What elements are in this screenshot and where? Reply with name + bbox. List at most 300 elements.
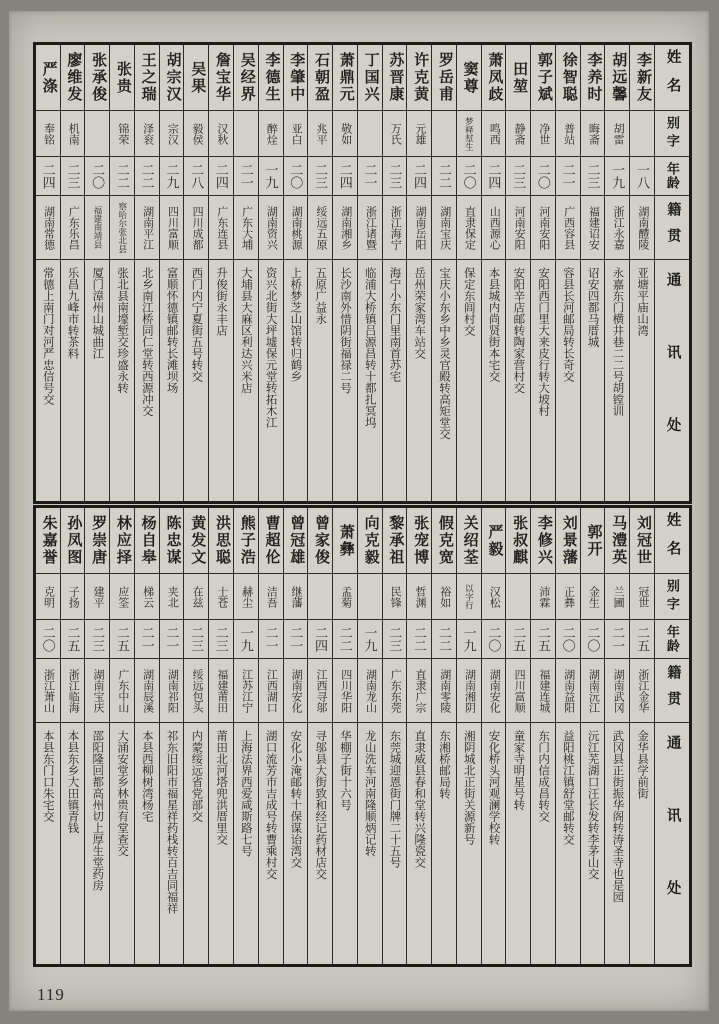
person-column — [605, 508, 630, 964]
person-courtesy-name: 子扬 — [61, 574, 85, 620]
person-native-place: 浙江金华 — [630, 659, 654, 723]
person-age: 二〇 — [531, 157, 555, 196]
person-column — [358, 45, 383, 501]
person-native-place: 广东大埔 — [234, 196, 258, 260]
person-age: 二二 — [432, 620, 456, 659]
person-native-place: 湖南资兴 — [259, 196, 283, 260]
person-age: 二〇 — [556, 620, 580, 659]
person-native-place: 湖南醴陵 — [630, 196, 654, 260]
person-column — [506, 508, 531, 964]
person-age: 二一 — [160, 620, 184, 659]
person-courtesy-name: 净世 — [531, 111, 555, 157]
person-courtesy-name — [234, 111, 258, 157]
person-contact-address: 童家寺明星号转 — [512, 730, 525, 811]
person-native-place: 广东连县 — [209, 196, 233, 260]
person-name: 吴果 — [184, 45, 208, 111]
person-native-place: 福建诏安 — [581, 196, 605, 260]
person-courtesy-name: 孟菊 — [333, 574, 357, 620]
person-age: 二二 — [432, 157, 456, 196]
person-native-place: 湖南祁阳 — [160, 659, 184, 723]
person-age: 二〇 — [284, 157, 308, 196]
person-native-place: 察哈尔张北县 — [110, 196, 134, 260]
person-native-place: 湖南沅江 — [581, 659, 605, 723]
person-age: 二五 — [630, 620, 654, 659]
person-age: 二三 — [85, 620, 109, 659]
person-contact-address: 岳州荣家湾车站交 — [413, 267, 426, 359]
person-name: 胡远馨 — [605, 45, 629, 111]
person-name: 杨自皋 — [135, 508, 159, 574]
person-courtesy-name: 梦释堼生 — [457, 111, 481, 157]
person-courtesy-name: 沛霖 — [531, 574, 555, 620]
person-age: 二四 — [333, 157, 357, 196]
person-contact-address: 五原广益永 — [314, 267, 327, 325]
person-native-place: 湖南平江 — [135, 196, 159, 260]
header-age: 年龄 — [655, 157, 689, 196]
person-contact-address: 本县城内尚贤街本宅交 — [487, 267, 500, 382]
person-contact-address: 保定东闾村交 — [462, 267, 475, 336]
person-courtesy-name — [432, 111, 456, 157]
person-column — [160, 508, 185, 964]
person-name: 窦尊 — [457, 45, 481, 111]
person-age: 一九 — [234, 620, 258, 659]
person-column — [284, 508, 309, 964]
person-name: 廖维发 — [61, 45, 85, 111]
person-contact-address: 华棚子街十六号 — [338, 730, 351, 811]
person-courtesy-name: 裕如 — [432, 574, 456, 620]
person-age: 二五 — [531, 620, 555, 659]
person-age: 二一 — [605, 620, 629, 659]
person-courtesy-name — [85, 111, 109, 157]
person-column — [36, 508, 61, 964]
person-contact-address: 武冈县正街振华阁转涛圣寺也是园 — [611, 730, 624, 903]
person-column — [531, 45, 556, 501]
person-courtesy-name: 继藩 — [284, 574, 308, 620]
person-column — [61, 45, 86, 501]
person-contact-address: 北乡南江桥同仁堂转西源冲交 — [140, 267, 153, 417]
person-name: 曾冠雄 — [284, 508, 308, 574]
person-contact-address: 湖口流芳市吉成号转曹乘村交 — [264, 730, 277, 880]
person-courtesy-name: 亚白 — [284, 111, 308, 157]
person-age: 二五 — [61, 620, 85, 659]
person-contact-address: 安阳西门里大来皮行转大坡村 — [537, 267, 550, 417]
person-native-place: 湖南宝庆 — [432, 196, 456, 260]
person-native-place: 广东东莞 — [383, 659, 407, 723]
person-courtesy-name: 毅侯 — [184, 111, 208, 157]
person-column — [482, 45, 507, 501]
person-age: 二四 — [407, 157, 431, 196]
person-native-place: 湖南龙山 — [358, 659, 382, 723]
person-age: 二三 — [506, 157, 530, 196]
person-column — [135, 508, 160, 964]
person-age: 二九 — [160, 157, 184, 196]
person-contact-address: 大埔县大麻区利达兴米店 — [239, 267, 252, 394]
person-native-place: 福建莆田 — [209, 659, 233, 723]
person-native-place: 湖南桃源 — [284, 196, 308, 260]
person-column — [407, 508, 432, 964]
person-name: 严毅 — [482, 508, 506, 574]
person-name: 朱嘉誉 — [36, 508, 60, 574]
person-name: 熊子浩 — [234, 508, 258, 574]
person-name: 李肇中 — [284, 45, 308, 111]
person-contact-address: 安化小淹邮转十保谋诒湾交 — [289, 730, 302, 868]
person-column — [308, 45, 333, 501]
person-contact-address: 东湘桥邮局转 — [438, 730, 451, 799]
person-column — [556, 45, 581, 501]
person-contact-address: 东门内信成昌转交 — [537, 730, 550, 822]
person-contact-address: 厦门漳州山城曲江 — [91, 267, 104, 359]
person-courtesy-name: 晦斋 — [581, 111, 605, 157]
person-native-place: 浙江海宁 — [383, 196, 407, 260]
person-native-place: 浙江诸暨 — [358, 196, 382, 260]
person-native-place: 四川富顺 — [160, 196, 184, 260]
person-native-place: 湖南湘乡 — [333, 196, 357, 260]
person-courtesy-name — [308, 574, 332, 620]
person-column — [333, 508, 358, 964]
person-native-place: 湖南岳阳 — [407, 196, 431, 260]
person-age: 二二 — [333, 620, 357, 659]
person-age: 二一 — [259, 620, 283, 659]
header-native-place: 籍贯 — [655, 659, 689, 723]
person-column — [556, 508, 581, 964]
person-age: 二二 — [110, 157, 134, 196]
person-age: 二三 — [184, 620, 208, 659]
person-native-place: 湖南辰溪 — [135, 659, 159, 723]
person-column — [135, 45, 160, 501]
person-column — [531, 508, 556, 964]
person-native-place: 浙江永嘉 — [605, 196, 629, 260]
person-name: 石朝盈 — [308, 45, 332, 111]
header-courtesy-name: 别字 — [655, 111, 689, 157]
person-name: 严涤 — [36, 45, 60, 111]
person-column — [110, 508, 135, 964]
person-contact-address: 临浦大桥镇吕源昌转十都扎冥坞 — [363, 267, 376, 428]
header-contact-address: 通讯处 — [664, 271, 681, 490]
person-contact-address: 西门内宁夏街五号转交 — [190, 267, 203, 382]
person-courtesy-name: 在兹 — [184, 574, 208, 620]
person-name: 张承俊 — [85, 45, 109, 111]
person-age: 二三 — [383, 620, 407, 659]
person-column — [482, 508, 507, 964]
person-column — [308, 508, 333, 964]
person-courtesy-name: 汉秋 — [209, 111, 233, 157]
person-column — [184, 508, 209, 964]
person-native-place: 福建南靖县 — [85, 196, 109, 260]
person-age: 二〇 — [482, 620, 506, 659]
person-column — [630, 45, 655, 501]
person-name: 罗崇唐 — [85, 508, 109, 574]
person-courtesy-name: 胡雷 — [605, 111, 629, 157]
person-age: 二四 — [36, 157, 60, 196]
person-name: 孙凤图 — [61, 508, 85, 574]
person-age: 二一 — [358, 157, 382, 196]
person-courtesy-name: 以字行 — [457, 574, 481, 620]
person-name: 李养时 — [581, 45, 605, 111]
person-age: 二五 — [110, 620, 134, 659]
person-age: 二八 — [184, 157, 208, 196]
person-name: 关绍荃 — [457, 508, 481, 574]
person-name: 李德生 — [259, 45, 283, 111]
header-age: 年龄 — [655, 620, 689, 659]
header-courtesy-name: 别字 — [655, 574, 689, 620]
person-native-place: 四川华阳 — [333, 659, 357, 723]
person-native-place: 江西寻邬 — [308, 659, 332, 723]
person-contact-address: 亚塘平庙山湾 — [636, 267, 649, 336]
person-column — [110, 45, 135, 501]
person-name: 马澧英 — [605, 508, 629, 574]
person-column — [85, 45, 110, 501]
person-contact-address: 常德上南门对河严忠信号交 — [41, 267, 54, 405]
person-name: 许克黄 — [407, 45, 431, 111]
person-native-place: 四川成都 — [184, 196, 208, 260]
person-name: 黄发文 — [184, 508, 208, 574]
person-column — [581, 508, 606, 964]
directory-table-top — [33, 42, 692, 504]
person-contact-address: 安阳辛店邮转陶家营村交 — [512, 267, 525, 394]
person-courtesy-name: 克明 — [36, 574, 60, 620]
person-column — [581, 45, 606, 501]
person-native-place: 广东乐昌 — [61, 196, 85, 260]
person-column — [605, 45, 630, 501]
person-native-place: 湖南益阳 — [556, 659, 580, 723]
person-courtesy-name: 赫尘 — [234, 574, 258, 620]
person-column — [407, 45, 432, 501]
person-courtesy-name: 宗汉 — [160, 111, 184, 157]
person-column — [432, 508, 457, 964]
directory-table-bottom — [33, 505, 692, 967]
person-courtesy-name: 士苍 — [209, 574, 233, 620]
person-name: 萧凤歧 — [482, 45, 506, 111]
person-age: 二一 — [234, 157, 258, 196]
person-courtesy-name: 机南 — [61, 111, 85, 157]
person-column — [234, 508, 259, 964]
person-age: 二四 — [308, 620, 332, 659]
person-native-place: 江西湖口 — [259, 659, 283, 723]
person-name: 苏晋康 — [383, 45, 407, 111]
person-name: 詹宝华 — [209, 45, 233, 111]
person-name: 李新友 — [630, 45, 654, 111]
person-name: 丁国兴 — [358, 45, 382, 111]
person-native-place: 湖南宝庆 — [85, 659, 109, 723]
person-native-place: 四川富顺 — [506, 659, 530, 723]
person-contact-address: 张北县南壕堑交珍盛永转 — [116, 267, 129, 394]
person-courtesy-name: 哲渊 — [407, 574, 431, 620]
person-contact-address: 内蒙绥远省党部交 — [190, 730, 203, 822]
person-courtesy-name: 洁吾 — [259, 574, 283, 620]
person-courtesy-name: 兆平 — [308, 111, 332, 157]
person-courtesy-name: 正彝 — [556, 574, 580, 620]
person-courtesy-name: 汉松 — [482, 574, 506, 620]
person-courtesy-name: 金生 — [581, 574, 605, 620]
person-native-place: 湖南常德 — [36, 196, 60, 260]
person-contact-address: 东莞城迎恩街门牌二十五号 — [388, 730, 401, 868]
header-native-place: 籍贯 — [655, 196, 689, 260]
person-courtesy-name: 建平 — [85, 574, 109, 620]
person-native-place: 福建连城 — [531, 659, 555, 723]
person-contact-address: 邵阳隆回都高州切上厚生堂药房 — [91, 730, 104, 891]
person-column — [209, 45, 234, 501]
person-native-place: 直隶保定 — [457, 196, 481, 260]
person-contact-address: 长沙南外惜阴街福禄二号 — [338, 267, 351, 394]
person-native-place: 湖南湘阴 — [457, 659, 481, 723]
person-contact-address: 永嘉东门横井巷二二号胡镗训 — [611, 267, 624, 417]
person-age: 二一 — [135, 620, 159, 659]
person-courtesy-name: 醉烇 — [259, 111, 283, 157]
person-contact-address: 益阳桃江镇舒堂邮转交 — [561, 730, 574, 845]
person-age: 二一 — [284, 620, 308, 659]
person-name: 刘冠世 — [630, 508, 654, 574]
person-native-place: 绥远五原 — [308, 196, 332, 260]
person-column — [259, 45, 284, 501]
person-name: 假克宽 — [432, 508, 456, 574]
person-courtesy-name: 冠世 — [630, 574, 654, 620]
person-native-place: 湖南安化 — [284, 659, 308, 723]
person-courtesy-name: 静斋 — [506, 111, 530, 157]
person-contact-address: 湘阴城北正街关源新号 — [462, 730, 475, 845]
person-native-place: 浙江临海 — [61, 659, 85, 723]
person-native-place: 河南安阳 — [531, 196, 555, 260]
person-courtesy-name — [506, 574, 530, 620]
person-native-place: 绥远包头 — [184, 659, 208, 723]
person-name: 萧彝 — [333, 508, 357, 574]
person-age: 二〇 — [581, 620, 605, 659]
person-contact-address: 沅江芜湖口汪长发转李茅山交 — [586, 730, 599, 880]
person-courtesy-name: 鸣西 — [482, 111, 506, 157]
person-name: 徐智聪 — [556, 45, 580, 111]
person-contact-address: 诏安四都马厝城 — [586, 267, 599, 348]
scanned-page — [9, 11, 709, 1011]
person-courtesy-name: 奉铭 — [36, 111, 60, 157]
person-courtesy-name: 敬如 — [333, 111, 357, 157]
person-courtesy-name — [630, 111, 654, 157]
person-name: 洪思聪 — [209, 508, 233, 574]
person-name: 刘景藩 — [556, 508, 580, 574]
person-column — [383, 508, 408, 964]
person-contact-address: 资兴北街大坪墟保元堂转拓木江 — [264, 267, 277, 428]
person-age: 二三 — [308, 157, 332, 196]
person-age: 二〇 — [457, 157, 481, 196]
person-column — [432, 45, 457, 501]
person-courtesy-name: 普站 — [556, 111, 580, 157]
person-column — [61, 508, 86, 964]
person-age: 一九 — [358, 620, 382, 659]
person-courtesy-name: 锦荣 — [110, 111, 134, 157]
person-column — [630, 508, 655, 964]
person-name: 张贵 — [110, 45, 134, 111]
person-contact-address: 寻邬县大街致和经记药材店交 — [314, 730, 327, 880]
person-contact-address: 龙山洗车河南隆顺炳记转 — [363, 730, 376, 857]
person-native-place: 江苏江宁 — [234, 659, 258, 723]
person-contact-address: 祁东旧阳市福星祥药栈转百吉同福祥 — [165, 730, 178, 914]
person-courtesy-name — [358, 111, 382, 157]
person-contact-address: 本县西柳树湾杨宅 — [140, 730, 153, 822]
person-column — [383, 45, 408, 501]
person-name: 张宠博 — [407, 508, 431, 574]
person-native-place: 山西源心 — [482, 196, 506, 260]
person-courtesy-name: 万氏 — [383, 111, 407, 157]
person-age: 一九 — [259, 157, 283, 196]
person-courtesy-name: 泽衮 — [135, 111, 159, 157]
person-age: 二一 — [556, 157, 580, 196]
person-courtesy-name: 兰圃 — [605, 574, 629, 620]
person-name: 李修兴 — [531, 508, 555, 574]
person-age: 二二 — [407, 620, 431, 659]
person-age: 一八 — [630, 157, 654, 196]
person-name: 向克毅 — [358, 508, 382, 574]
person-contact-address: 宝庆小东乡中乡灵官殿转高矩堂交 — [438, 267, 451, 440]
person-courtesy-name: 元雄 — [407, 111, 431, 157]
person-contact-address: 金华县学前街 — [636, 730, 649, 799]
person-age: 二四 — [209, 157, 233, 196]
person-column — [358, 508, 383, 964]
person-contact-address: 本县东门口朱宅交 — [41, 730, 54, 822]
person-courtesy-name: 应筌 — [110, 574, 134, 620]
person-contact-address: 莆田北河塔兜洪厝里交 — [215, 730, 228, 845]
person-contact-address: 海宁小东门里南首苏宅 — [388, 267, 401, 382]
person-age: 二五 — [506, 620, 530, 659]
page-number: 119 — [37, 985, 65, 1004]
person-age: 二〇 — [36, 620, 60, 659]
person-contact-address: 升俊街永丰店 — [215, 267, 228, 336]
person-age: 二三 — [383, 157, 407, 196]
person-native-place: 浙江萧山 — [36, 659, 60, 723]
person-name: 吴经界 — [234, 45, 258, 111]
person-age: 二三 — [581, 157, 605, 196]
person-contact-address: 乐昌九峰市转茶料 — [66, 267, 79, 359]
person-age: 二三 — [209, 620, 233, 659]
person-column — [184, 45, 209, 501]
person-native-place: 广东中山 — [110, 659, 134, 723]
person-native-place: 直隶广宗 — [407, 659, 431, 723]
header-contact-address: 通讯处 — [664, 734, 681, 953]
person-name: 张叔麒 — [506, 508, 530, 574]
person-native-place: 湖南零陵 — [432, 659, 456, 723]
person-name: 胡宗汉 — [160, 45, 184, 111]
person-name: 郭开 — [581, 508, 605, 574]
person-contact-address: 上海法界西爱咸斯路七号 — [239, 730, 252, 857]
person-age: 二〇 — [85, 157, 109, 196]
person-column — [457, 45, 482, 501]
person-contact-address: 本县东乡大田镇青钱 — [66, 730, 79, 834]
person-courtesy-name: 夹北 — [160, 574, 184, 620]
person-contact-address: 容县长河邮局转长奇交 — [561, 267, 574, 382]
person-name: 田堃 — [506, 45, 530, 111]
person-native-place: 湖南安化 — [482, 659, 506, 723]
person-contact-address: 安化桥头河观澜学校转 — [487, 730, 500, 845]
person-column — [333, 45, 358, 501]
person-column — [234, 45, 259, 501]
header-column — [655, 508, 689, 964]
person-courtesy-name — [358, 574, 382, 620]
person-native-place: 河南安阳 — [506, 196, 530, 260]
person-contact-address: 直隶威县春和堂转兴隆瓷交 — [413, 730, 426, 868]
person-column — [284, 45, 309, 501]
person-column — [506, 45, 531, 501]
person-name: 陈忠谋 — [160, 508, 184, 574]
header-name: 姓名 — [655, 45, 689, 111]
person-name: 黎承祖 — [383, 508, 407, 574]
person-column — [259, 508, 284, 964]
person-courtesy-name: 民锋 — [383, 574, 407, 620]
person-name: 王之瑞 — [135, 45, 159, 111]
person-name: 郭子斌 — [531, 45, 555, 111]
person-column — [36, 45, 61, 501]
person-native-place: 广西容县 — [556, 196, 580, 260]
person-contact-address: 大涌安堂乡林贵有堂查交 — [116, 730, 129, 857]
person-courtesy-name: 梯云 — [135, 574, 159, 620]
person-column — [457, 508, 482, 964]
person-age: 一九 — [457, 620, 481, 659]
header-column — [655, 45, 689, 501]
